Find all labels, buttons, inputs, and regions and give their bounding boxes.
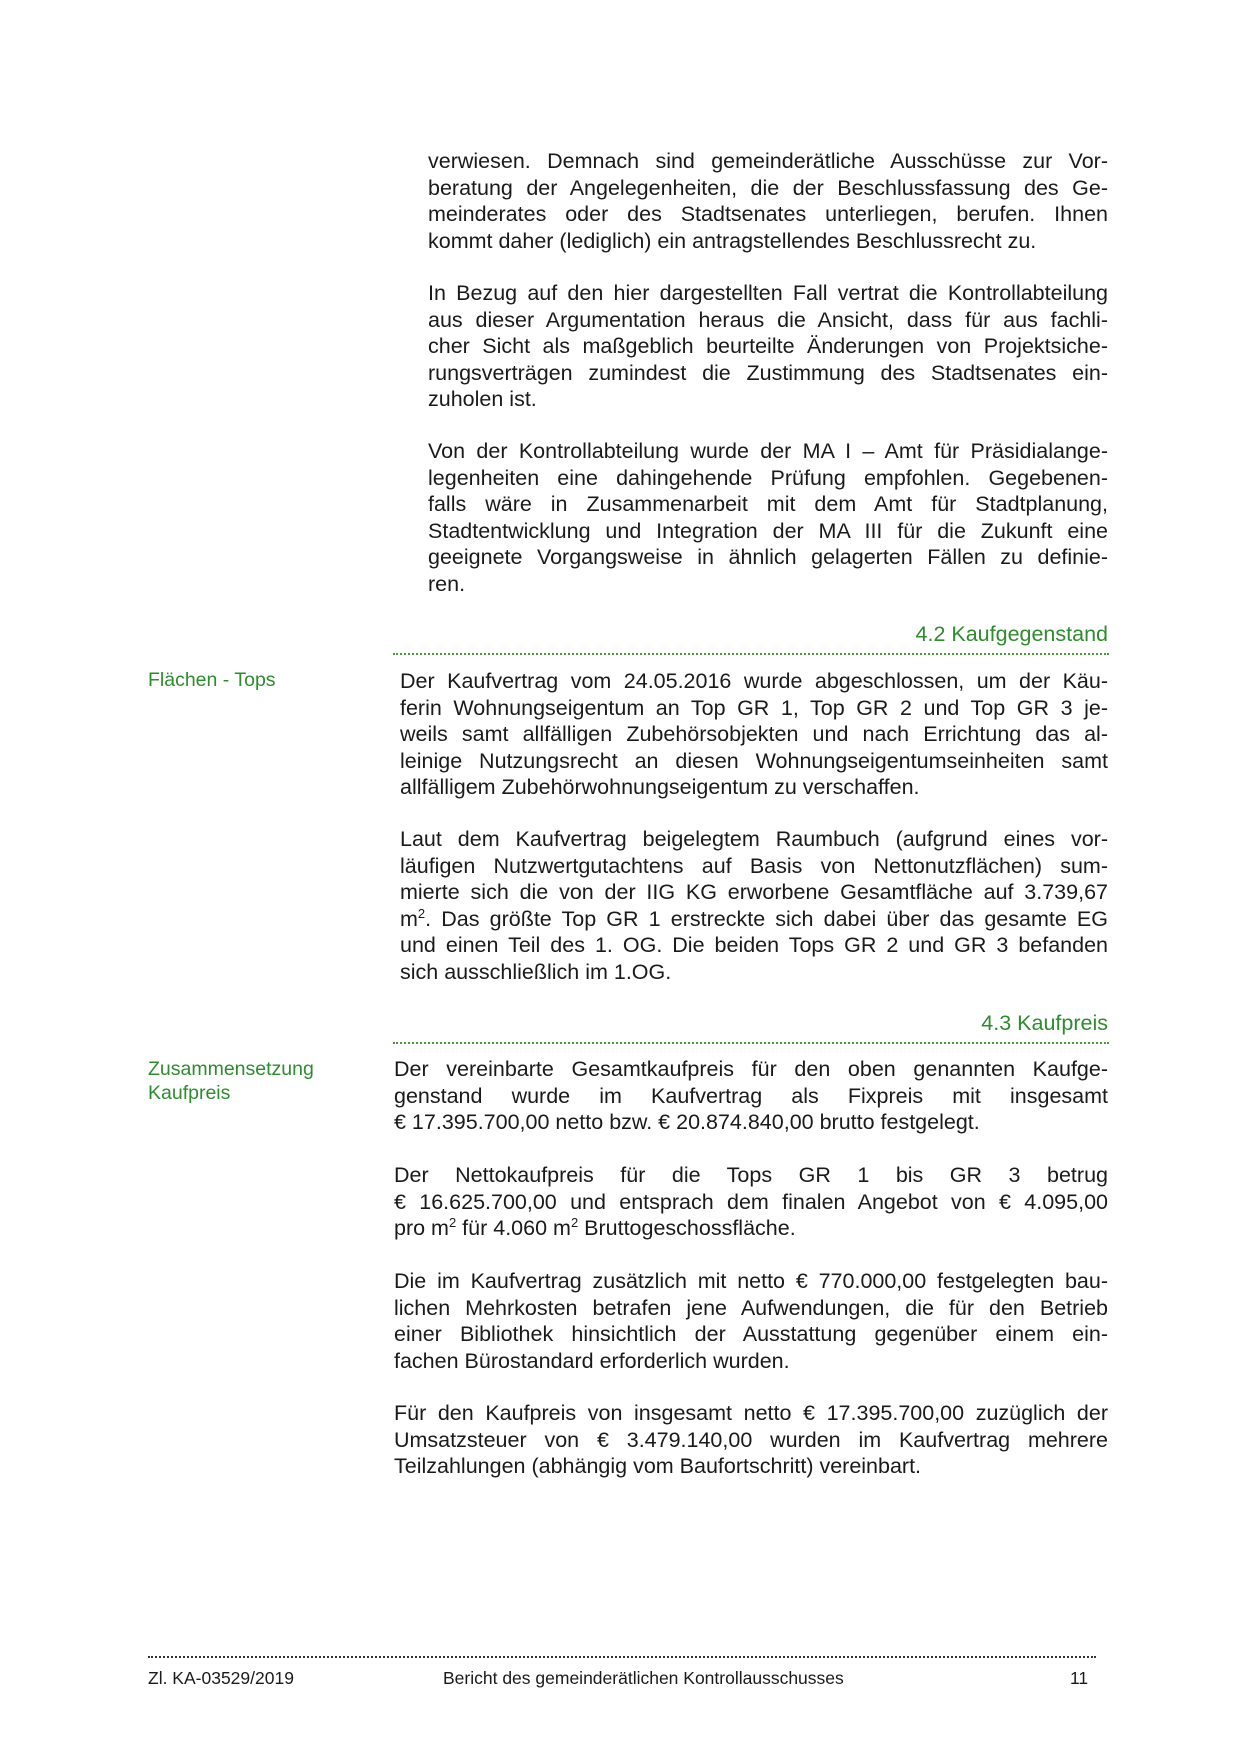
text-fragment: für 4.060 m xyxy=(456,1216,571,1240)
section-heading-4-3: 4.3 Kaufpreis xyxy=(981,1011,1108,1035)
text-line: falls wäre in Zusammenarbeit mit dem Amt für Stadtplanung, xyxy=(428,492,1108,516)
text-line: genstand wurde im Kaufvertrag als Fixpreis mit insgesamt xyxy=(394,1083,1108,1108)
text-line: Von der Kontrollabteilung wurde der MA I – Amt für Präsidialange- xyxy=(428,439,1108,463)
text-line: kommt daher (lediglich) ein antragstellendes Beschlussrecht zu. xyxy=(428,228,1037,253)
text-line: Der Nettokaufpreis für die Tops GR 1 bis GR 3 betrug xyxy=(394,1163,1108,1187)
text-line: Stadtentwicklung und Integration der MA III für die Zukunft eine xyxy=(428,518,1108,543)
text-line: lichen Mehrkosten betrafen jene Aufwendungen, die für den Betrieb xyxy=(394,1295,1108,1320)
text-line: legenheiten eine dahingehende Prüfung empfohlen. Gegebenen- xyxy=(428,465,1108,490)
section-4-3-paragraph-4 xyxy=(394,1400,1108,1480)
text-line: ferin Wohnungseigentum an Top GR 1, Top GR 2 und Top GR 3 je- xyxy=(400,695,1108,720)
text-line: € 17.395.700,00 netto bzw. € 20.874.840,00 brutto festgelegt. xyxy=(394,1110,980,1134)
text-line: verwiesen. Demnach sind gemeinderätliche Ausschüsse zur Vor- xyxy=(428,149,1108,173)
section-4-2-paragraph-2 xyxy=(400,826,1108,985)
text-line: weils samt allfälligen Zubehörsobjekten und nach Errichtung das al- xyxy=(400,722,1108,746)
footer-title: Bericht des gemeinderätlichen Kontrollausschusses xyxy=(443,1668,844,1688)
text-line: meinderates oder des Stadtsenates unterliegen, berufen. Ihnen xyxy=(428,202,1108,226)
footer-divider xyxy=(148,1656,1096,1658)
text-line: fachen Bürostandard erforderlich wurden. xyxy=(394,1348,790,1373)
text-fragment: . Das größte Top GR 1 erstreckte sich dabei über das gesamte EG xyxy=(425,906,1108,931)
text-line: rungsverträgen zumindest die Zustimmung des Stadtsenates ein- xyxy=(428,360,1108,385)
superscript: 2 xyxy=(417,905,426,921)
text-line: Für den Kaufpreis von insgesamt netto € 17.395.700,00 zuzüglich der xyxy=(394,1401,1108,1425)
margin-label-line: Zusammensetzung xyxy=(148,1058,314,1080)
text-line: cher Sicht als maßgeblich beurteilte Änderungen von Projektsiche- xyxy=(428,334,1108,358)
margin-label-flaechen-tops: Flächen - Tops xyxy=(148,669,276,691)
margin-label-line: Kaufpreis xyxy=(148,1082,231,1104)
footer-reference: Zl. KA-03529/2019 xyxy=(148,1668,294,1688)
intro-paragraph-2 xyxy=(428,280,1108,413)
superscript: 2 xyxy=(448,1214,457,1230)
text-line: Der Kaufvertrag vom 24.05.2016 wurde abgeschlossen, um der Käu- xyxy=(400,669,1108,693)
text-line: Die im Kaufvertrag zusätzlich mit netto € 770.000,00 festgelegten bau- xyxy=(394,1269,1108,1293)
section-heading-4-2: 4.2 Kaufgegenstand xyxy=(915,622,1108,646)
text-fragment: pro m xyxy=(394,1216,449,1240)
intro-paragraph-1 xyxy=(428,148,1108,254)
text-line: allfälligem Zubehörwohnungseigentum zu verschaffen. xyxy=(400,775,920,799)
text-line: € 16.625.700,00 und entsprach dem finalen Angebot von € 4.095,00 xyxy=(394,1189,1108,1214)
text-line: läufigen Nutzwertgutachtens auf Basis von Nettonutzflächen) sum- xyxy=(400,853,1108,878)
text-line: mierte sich die von der IIG KG erworbene Gesamtfläche auf 3.739,67 xyxy=(400,880,1108,904)
section-4-3-paragraph-1 xyxy=(394,1056,1108,1136)
text-line: Umsatzsteuer von € 3.479.140,00 wurden im Kaufvertrag mehrere xyxy=(394,1427,1108,1452)
section-4-3-paragraph-2 xyxy=(394,1162,1108,1242)
text-line: geeignete Vorgangsweise in ähnlich gelagerten Fällen zu definie- xyxy=(428,545,1108,569)
text-line: In Bezug auf den hier dargestellten Fall vertrat die Kontrollabteilung xyxy=(428,281,1108,305)
text-line: Teilzahlungen (abhängig vom Baufortschritt) vereinbart. xyxy=(394,1454,922,1478)
superscript: 2 xyxy=(570,1214,579,1230)
text-line: Laut dem Kaufvertrag beigelegtem Raumbuch (aufgrund eines vor- xyxy=(400,827,1108,851)
section-divider xyxy=(393,1042,1109,1044)
text-line: sich ausschließlich im 1.OG. xyxy=(400,959,672,984)
text-line: zuholen ist. xyxy=(428,387,537,411)
text-line: beratung der Angelegenheiten, die der Beschlussfassung des Ge- xyxy=(428,175,1108,200)
text-line xyxy=(400,906,1108,933)
text-line xyxy=(394,1215,1108,1242)
text-line: einer Bibliothek hinsichtlich der Ausstattung gegenüber einem ein- xyxy=(394,1322,1108,1346)
text-line: und einen Teil des 1. OG. Die beiden Tops GR 2 und GR 3 befanden xyxy=(400,933,1108,957)
text-line: leinige Nutzungsrecht an diesen Wohnungseigentumseinheiten samt xyxy=(400,748,1108,773)
footer-page-number: 11 xyxy=(1070,1668,1089,1688)
section-4-2-paragraph-1 xyxy=(400,668,1108,801)
section-divider xyxy=(393,653,1109,655)
text-fragment: Bruttogeschossfläche. xyxy=(578,1216,796,1240)
text-line: ren. xyxy=(428,571,466,596)
section-4-3-paragraph-3 xyxy=(394,1268,1108,1374)
text-line: Der vereinbarte Gesamtkaufpreis für den oben genannten Kaufge- xyxy=(394,1057,1108,1081)
text-line: aus dieser Argumentation heraus die Ansicht, dass für aus fachli- xyxy=(428,307,1108,332)
intro-paragraph-3 xyxy=(428,438,1108,597)
unit-m: m xyxy=(400,906,418,931)
margin-label-zusammensetzung-kaufpreis xyxy=(148,1057,314,1105)
